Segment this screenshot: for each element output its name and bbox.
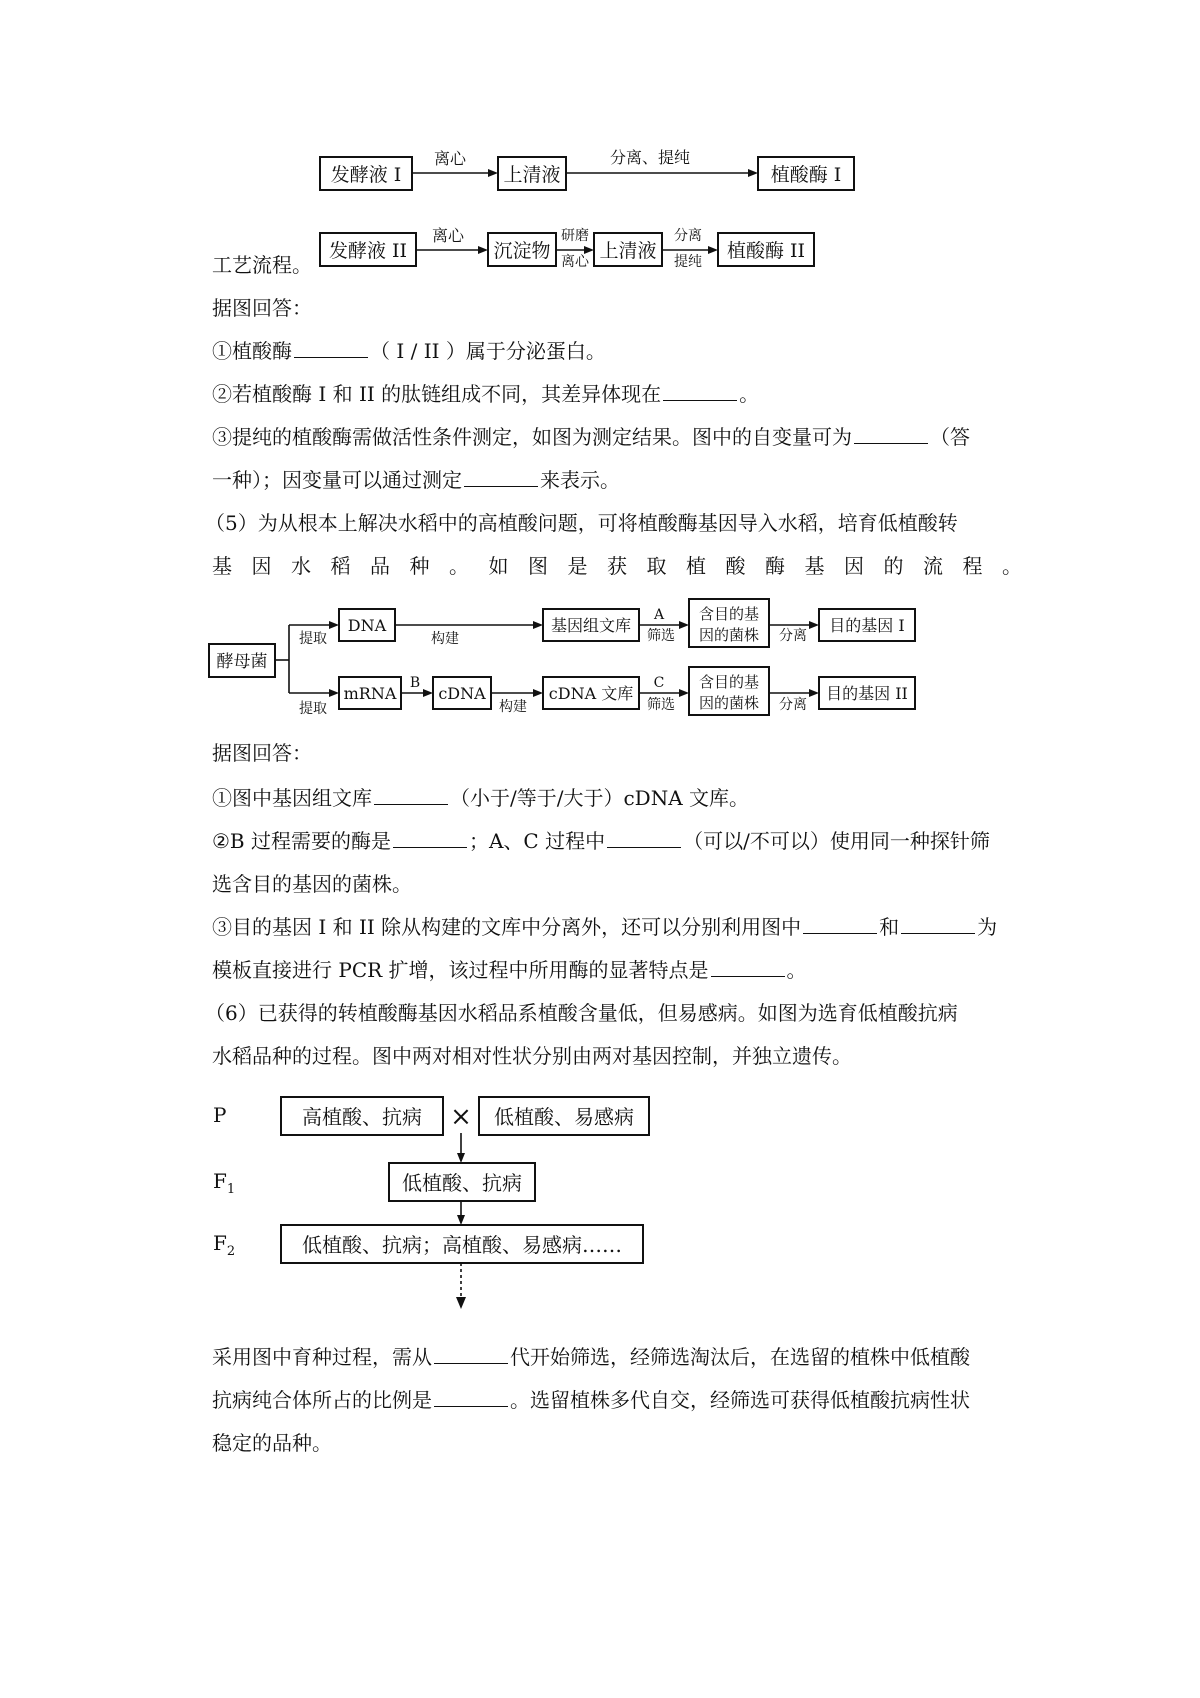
justified-char: 图 (528, 554, 548, 578)
justified-char: 稻 (330, 554, 351, 578)
answer-blank[interactable] (464, 468, 538, 487)
arrow-head (423, 689, 433, 697)
section5-q3b (212, 957, 807, 983)
answer-blank[interactable] (607, 829, 681, 848)
q-text: ①植酸酶 (212, 339, 292, 363)
arrow-head (748, 169, 758, 177)
screen-bottom-label: 筛选 (647, 697, 675, 713)
justified-char: 。 (449, 554, 469, 578)
answer-blank[interactable] (901, 915, 975, 934)
f1-label: $F_1$ (213, 1169, 236, 1197)
q-text: ②若植酸酶 I 和 II 的肽链组成不同，其差异体现在 (212, 382, 662, 406)
arrow-r1-2-label: 分离、提纯 (609, 148, 691, 167)
section6-q3 (212, 1430, 332, 1456)
strain-bottom-l1: 含目的基 (698, 673, 760, 691)
section5-q1 (212, 785, 749, 811)
q-text: （小于/等于/大于）cDNA 文库。 (450, 786, 750, 810)
strain-top-l1: 含目的基 (698, 605, 760, 623)
section5-line1 (205, 510, 958, 536)
arrow-head (679, 689, 689, 697)
section6-line1 (205, 1000, 958, 1026)
q-text: 抗病纯合体所占的比例是 (212, 1388, 432, 1412)
section4-q1 (212, 338, 606, 364)
answer-blank[interactable] (434, 1388, 508, 1407)
f2-label: $F_2$ (213, 1231, 236, 1259)
arrow-r1-1-label: 离心 (433, 149, 467, 168)
section5-q2 (212, 828, 990, 854)
q-text: 选含目的基因的菌株。 (212, 872, 412, 896)
justified-char: 基 (804, 554, 825, 578)
arrow-r2-3-bottom: 提纯 (674, 254, 702, 270)
answer-blank[interactable] (663, 382, 737, 401)
q-text: （可以/不可以）使用同一种探针筛 (683, 829, 990, 853)
justified-char: 获 (607, 554, 627, 578)
box-fermentation-1-label: 发酵液 I (330, 164, 402, 186)
q-text: 。 (739, 382, 760, 406)
arrow-head (456, 1297, 466, 1309)
arrow-head (533, 689, 543, 697)
arrow-head (329, 621, 339, 629)
section4-lead (212, 295, 312, 321)
box-phytase-1-label: 植酸酶 I (770, 164, 842, 186)
justified-char: 是 (567, 554, 588, 578)
justified-char: 如 (488, 554, 509, 578)
section6-q2 (212, 1387, 970, 1413)
q-text: （答 (930, 425, 970, 449)
section5-lead-text: 据图回答： (212, 741, 312, 765)
arrow-head (679, 621, 689, 629)
cross-symbol: × (450, 1102, 472, 1132)
box-p-right-label: 低植酸、易感病 (494, 1105, 634, 1129)
section4-lead-text: 据图回答： (212, 296, 312, 320)
q-text: （ I / II ）属于分泌蛋白。 (370, 339, 606, 363)
box-genome-lib-label: 基因组文库 (550, 616, 632, 635)
arrow-head (533, 621, 543, 629)
process-flow-diagram (300, 140, 900, 300)
strain-top-l2: 因的菌株 (698, 626, 760, 644)
arrow-head (329, 689, 339, 697)
box-phytase-2-label: 植酸酶 II (726, 240, 806, 262)
box-mrna-label: mRNA (343, 684, 397, 703)
answer-blank[interactable] (393, 829, 467, 848)
box-p-left-label: 高植酸、抗病 (302, 1105, 422, 1129)
justified-char: 程 (962, 554, 983, 578)
section5-q2b (212, 871, 412, 897)
section5-line1-text: （5）为从根本上解决水稻中的高植酸问题，可将植酸酶基因导入水稻，培育低植酸转 (205, 511, 958, 535)
justified-char: 取 (646, 554, 667, 578)
gene-acquisition-diagram (205, 595, 1005, 725)
answer-blank[interactable] (434, 1345, 508, 1364)
b-label: B (409, 675, 421, 691)
justified-char: 植 (686, 554, 706, 578)
a-label: A (653, 607, 665, 623)
screen-top-label: 筛选 (647, 628, 675, 644)
box-cdna-lib-label: cDNA 文库 (548, 684, 634, 703)
q-text: 。选留植株多代自交，经筛选可获得低植酸抗病性状 (510, 1388, 970, 1412)
arrow-head (478, 246, 488, 254)
justified-char: 种 (409, 554, 430, 578)
section5-lead (212, 740, 312, 766)
section4-q3b (212, 467, 620, 493)
justified-char: 的 (883, 554, 904, 578)
box-gene2-label: 目的基因 II (826, 684, 908, 703)
justified-char: 水 (291, 554, 311, 578)
p-label: P (213, 1103, 227, 1127)
arrow-r2-1-label: 离心 (431, 226, 465, 245)
c-label: C (653, 675, 665, 691)
q-text: 模板直接进行 PCR 扩增，该过程中所用酶的显著特点是 (212, 958, 709, 982)
arrow-head (708, 246, 718, 254)
arrow-head (584, 246, 594, 254)
q-text: 。 (786, 958, 807, 982)
justified-char: 酶 (765, 554, 785, 578)
arrow-head (457, 1215, 465, 1225)
box-sediment-label: 沉淀物 (493, 240, 551, 262)
q-text: ③提纯的植酸酶需做活性条件测定，如图为测定结果。图中的自变量可为 (212, 425, 852, 449)
section4-q3 (212, 424, 970, 450)
flow-caption-text: 工艺流程。 (212, 253, 312, 277)
q-text: ③目的基因 I 和 II 除从构建的文库中分离外，还可以分别利用图中 (212, 915, 802, 939)
section6-line2 (212, 1043, 852, 1069)
justified-char: 因 (251, 554, 272, 578)
arrow-head (809, 621, 819, 629)
box-f2-label: 低植酸、抗病；高植酸、易感病…… (302, 1233, 622, 1257)
arrow-head (809, 689, 819, 697)
q-text: 代开始筛选，经筛选淘汰后，在选留的植株中低植酸 (510, 1345, 970, 1369)
extract-top-label: 提取 (299, 631, 327, 647)
build-top-label: 构建 (431, 631, 459, 647)
q-text: 采用图中育种过程，需从 (212, 1345, 432, 1369)
q-text: 一种）；因变量可以通过测定 (212, 468, 462, 492)
q-text: 和 (879, 915, 900, 939)
build-bottom-label: 构建 (499, 699, 527, 715)
arrow-head (488, 169, 498, 177)
box-supernatant-2-label: 上清液 (599, 240, 657, 262)
separate-top-label: 分离 (779, 628, 807, 644)
section6-line2-text: 水稻品种的过程。图中两对相对性状分别由两对基因控制，并独立遗传。 (212, 1044, 852, 1068)
justified-char: 。 (1002, 554, 1022, 578)
arrow-r2-2-top: 研磨 (561, 228, 589, 244)
section6-line1-text: （6）已获得的转植酸酶基因水稻品系植酸含量低，但易感病。如图为选育低植酸抗病 (205, 1001, 958, 1025)
answer-blank[interactable] (803, 915, 877, 934)
box-supernatant-1-label: 上清液 (503, 164, 561, 186)
q-text: 为 (977, 915, 998, 939)
strain-bottom-l2: 因的菌株 (698, 694, 760, 712)
separate-bottom-label: 分离 (779, 697, 807, 713)
breeding-diagram (205, 1085, 705, 1325)
justified-char: 品 (370, 554, 390, 578)
section5-q3 (212, 914, 997, 940)
box-cdna-label: cDNA (438, 684, 486, 703)
box-yeast-label: 酵母菌 (216, 652, 268, 672)
box-f1-label: 低植酸、抗病 (402, 1171, 522, 1195)
q-text: 来表示。 (540, 468, 620, 492)
q-text: 稳定的品种。 (212, 1431, 332, 1455)
arrow-r2-3-top: 分离 (674, 228, 702, 244)
box-fermentation-2-label: 发酵液 II (328, 240, 408, 262)
arrow-head (457, 1153, 465, 1163)
answer-blank[interactable] (711, 958, 785, 977)
section5-line2 (212, 553, 1022, 579)
answer-blank[interactable] (374, 786, 448, 805)
section4-q2 (212, 381, 759, 407)
justified-char: 基 (212, 554, 232, 578)
box-gene1-label: 目的基因 I (829, 616, 905, 635)
box-dna-label: DNA (347, 616, 387, 635)
extract-bottom-label: 提取 (299, 701, 327, 717)
flow-caption (212, 252, 312, 278)
arrow-r2-2-bottom: 离心 (561, 254, 589, 270)
justified-char: 因 (844, 554, 864, 578)
justified-char: 流 (923, 554, 943, 578)
section6-q1 (212, 1344, 970, 1370)
q-text: ②B 过程需要的酶是 (212, 829, 391, 853)
justified-char: 酸 (725, 554, 746, 578)
answer-blank[interactable] (294, 339, 368, 358)
q-text: ；A、C 过程中 (468, 829, 606, 853)
q-text: ①图中基因组文库 (212, 786, 372, 810)
answer-blank[interactable] (854, 425, 928, 444)
